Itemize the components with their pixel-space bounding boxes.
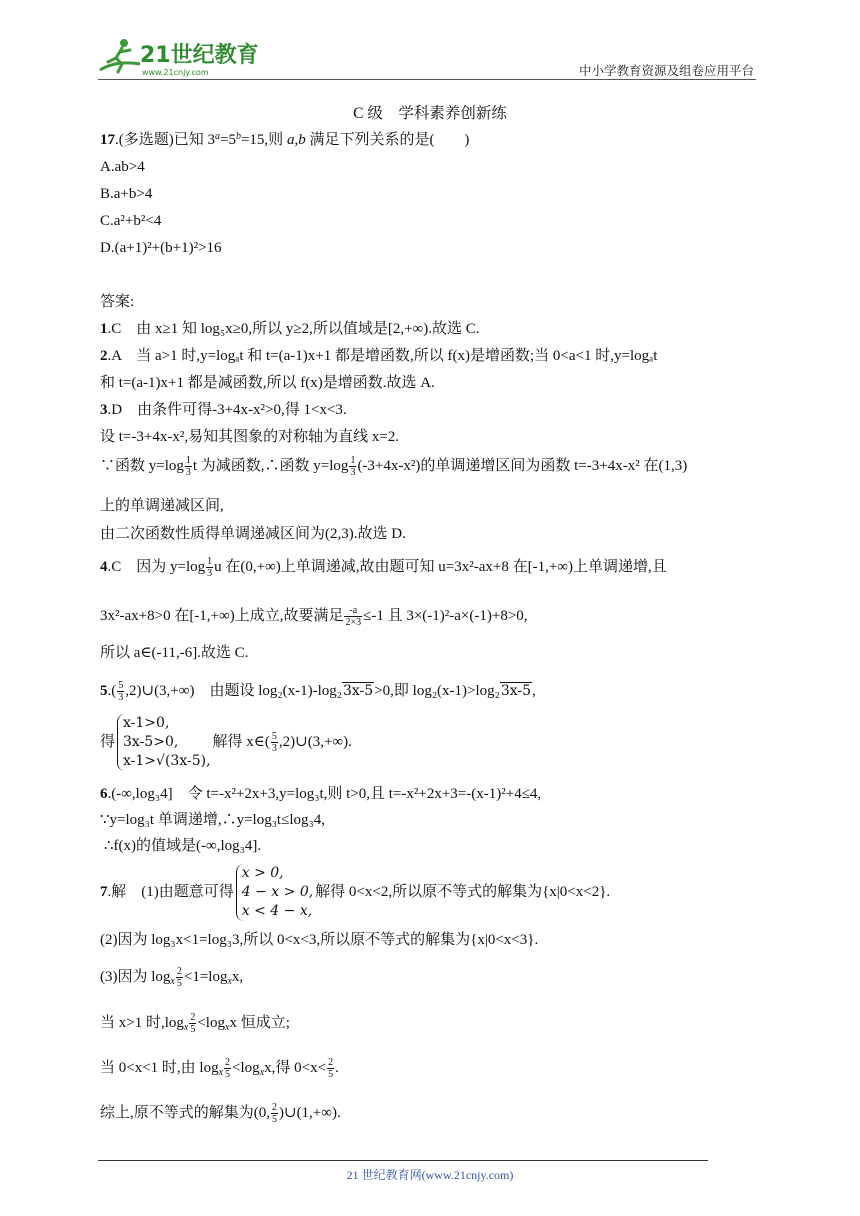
solution-6-line-3: ∴f(x)的值域是(-∞,log₃4]. [104,838,262,854]
solution-7-line-3: (3)因为 $\log_x$ $\frac{2}{5}$ $<1=\log_xx$, [100,966,244,989]
solution-7-line-1: 7.解 (1)由题意可得 x > 0, 4 − x > 0, x < 4 − x, 解得 0<x<2,所以原不等式的解集为{x|0<x<2}. [100,865,611,919]
header-tagline: 中小学教育资源及组卷应用平台 [578,64,754,78]
solution-4-line-1: 4.C 因为 y=log $\frac{1}{3}$ u 在(0,+∞)上单调递减,故由题可知 u=3x²-ax+8 在[-1,+∞)上单调递增,且 [100,556,667,579]
equation-system-7: x > 0, 4 − x > 0, x < 4 − x, [236,864,313,921]
solution-3-line-1: 3.D 由条件可得-3+4x-x²>0,得 1<x<3. [100,402,347,418]
solution-7-line-4: 当 x>1 时$,\log_x$ $\frac{2}{5}$ $<\log_xx$ 恒成立; [100,1012,290,1035]
option-b: B.a+b>4 [100,186,153,202]
solution-3-line-4: 上的单调递减区间, [100,498,224,514]
option-d: D.(a+1)²+(b+1)²>16 [100,240,222,256]
solution-2-line-2: 和 t=(a-1)x+1 都是减函数,所以 f(x)是增函数.故选 A. [100,375,435,391]
answers-label: 答案: [100,294,135,310]
option-c: C.a²+b²<4 [100,213,162,229]
equation-system-5: x-1>0, 3x-5>0, x-1>√(3x-5), [117,714,211,771]
solution-4-line-3: 所以 a∈(-11,-6].故选 C. [100,645,249,661]
solution-1: 1.C 由 x≥1 知 log₅x≥0,所以 y≥2,所以值域是[2,+∞).故选 C. [100,321,480,337]
site-logo [96,34,266,80]
solution-3-line-2: 设 t=-3+4x-x²,易知其图象的对称轴为直线 x=2. [100,429,400,445]
solution-6-line-1: 6.(-∞,log₃4] 令 t=-x²+2x+3,y=log₃t,则 t>0,且 t=-x²+2x+3=-(x-1)²+4≤4, [100,786,542,802]
solution-5-line-2: 得 x-1>0, 3x-5>0, x-1>√(3x-5), 解得 x∈( $\frac{5}{3}$ ,2)∪(3,+∞). [100,715,352,769]
solution-4-line-2: 3x²-ax+8>0 在[-1,+∞)上成立,故要满足 $\frac{-a}{2\times 3}$ ≤-1 且 3×(-1)²-a×(-1)+8>0, [100,605,528,628]
solution-7-line-2: (2)因为 log₃x<1=log₃3,所以 0<x<3,所以原不等式的解集为{x|0<x<3}. [100,932,539,948]
logo-url: www.21cnjy.com [142,68,209,77]
logo-text: 21世纪教育 [140,43,259,68]
section-title: C 级 学科素养创新练 [353,105,507,122]
header-divider [98,79,756,80]
solution-7-line-5: 当 0<x<1 时,由 $\log_x$ $\frac{2}{5}$ $<\log_xx$,得 0<x< $\frac{2}{5}$ . [100,1057,339,1080]
footer-link[interactable]: 21 世纪教育网(www.21cnjy.com) [346,1168,514,1182]
solution-2-line-1: 2.A 当 a>1 时,y=logₐt 和 t=(a-1)x+1 都是增函数,所以 f(x)是增函数;当 0<a<1 时,y=logₐt [100,348,658,364]
solution-5-line-1: 5.( $\frac{5}{3}$ ,2)∪(3,+∞) 由题设 log₂(x-1)-log₂3x-5>0,即 log₂(x-1)>log₂3x-5, [100,680,536,703]
solution-7-line-6: 综上,原不等式的解集为(0, $\frac{2}{5}$ )∪(1,+∞). [100,1102,341,1125]
question-17-stem: 17.(多选题)已知 $3^a=5^b=15$,则 a,b 满足下列关系的是( ) [100,131,470,148]
footer-divider [98,1160,708,1161]
option-a: A.ab>4 [100,159,145,175]
solution-3-line-3: ∵函数 y=log $\frac{1}{3}$ t 为减函数,∴函数 y=log $\frac{1}{3}$ (-3+4x-x²)的单调递增区间为函数 t=-3+4x-x² 在(1,3) [100,455,688,478]
solution-3-line-5: 由二次函数性质得单调递减区间为(2,3).故选 D. [100,526,406,542]
solution-6-line-2: ∵y=log₃t 单调递增,∴y=log₃t≤log₃4, [100,812,325,828]
